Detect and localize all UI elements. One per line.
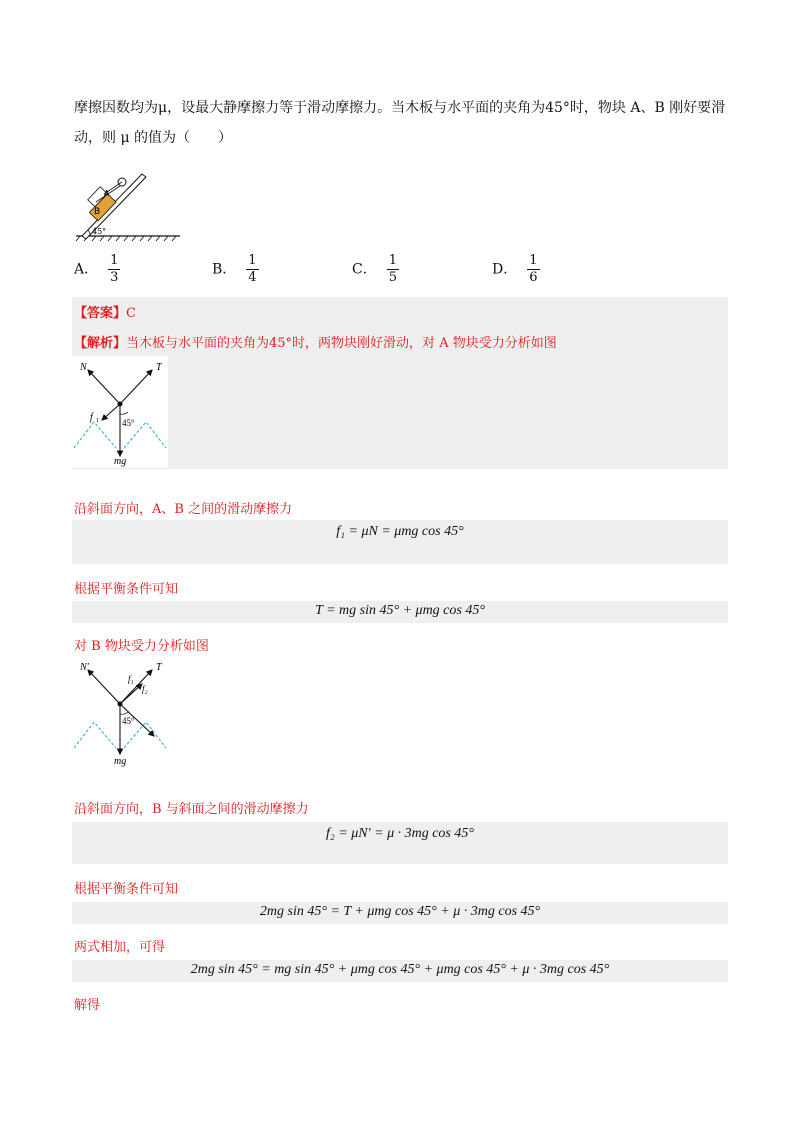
force-n-prime-label: N′ bbox=[80, 662, 89, 673]
step-2: 根据平衡条件可知 bbox=[74, 582, 179, 597]
force-t-label: T bbox=[156, 362, 162, 373]
step-4: 沿斜面方向，B 与斜面之间的滑动摩擦力 bbox=[74, 802, 309, 817]
force-t-label: T bbox=[156, 662, 162, 673]
step-5: 根据平衡条件可知 bbox=[74, 882, 179, 897]
option-d[interactable]: D． $\frac{1}{6}$ bbox=[492, 253, 538, 285]
force-diagram-b bbox=[72, 656, 168, 768]
force-mg-label: mg bbox=[114, 756, 127, 767]
force-diagram-a bbox=[72, 356, 168, 468]
force-f2-label: f₂ bbox=[142, 684, 148, 694]
fraction: $\frac{1}{4}$ bbox=[248, 253, 257, 285]
incline-figure bbox=[72, 168, 188, 242]
equation-1: f₁ = μN = μmg cos 45° bbox=[336, 524, 464, 539]
incline-angle-label: 45° bbox=[92, 227, 107, 236]
question-line-2: 动，则 μ 的值为（ ） bbox=[74, 130, 232, 146]
step-6: 两式相加，可得 bbox=[74, 940, 166, 955]
equation-4: 2mg sin 45° = T + μmg cos 45° + μ · 3mg cos 45° bbox=[259, 904, 541, 919]
option-b[interactable]: B． $\frac{1}{4}$ bbox=[212, 253, 257, 285]
step-1: 沿斜面方向，A、B 之间的滑动摩擦力 bbox=[74, 502, 293, 517]
step-3: 对 B 物块受力分析如图 bbox=[74, 639, 209, 654]
force-f1-label: f bbox=[90, 412, 93, 423]
fraction: $\frac{1}{3}$ bbox=[110, 253, 119, 285]
equation-5: 2mg sin 45° = mg sin 45° + μmg cos 45° + μmg cos 45° + μ · 3mg cos 45° bbox=[190, 962, 610, 977]
force-mg-label: mg bbox=[114, 456, 127, 467]
block-b-label: B bbox=[94, 207, 101, 217]
answer-line: 【答案】C bbox=[74, 306, 136, 321]
angle-label: 45° bbox=[122, 716, 135, 726]
step-7: 解得 bbox=[74, 998, 101, 1013]
analysis-intro: 【解析】当木板与水平面的夹角为45°时，两物块刚好滑动，对 A 物块受力分析如图 bbox=[74, 336, 557, 351]
option-a[interactable]: A． $\frac{1}{3}$ bbox=[74, 253, 119, 285]
equation-3: f₂ = μN′ = μ · 3mg cos 45° bbox=[326, 826, 474, 841]
fraction: $\frac{1}{5}$ bbox=[388, 253, 397, 285]
force-f1-sub: 1 bbox=[96, 418, 99, 424]
option-c[interactable]: C． $\frac{1}{5}$ bbox=[352, 253, 397, 285]
force-f1-label: f₁ bbox=[128, 674, 134, 684]
block-a-label: A bbox=[104, 189, 110, 198]
fraction: $\frac{1}{6}$ bbox=[529, 253, 538, 285]
question-line-1: 摩擦因数均为μ，设最大静摩擦力等于滑动摩擦力。当木板与水平面的夹角为45°时，物块 A、B 刚好要滑 bbox=[74, 100, 726, 116]
force-n-label: N bbox=[80, 362, 87, 373]
analysis-panel bbox=[72, 297, 728, 469]
angle-label: 45° bbox=[122, 418, 135, 428]
equation-2: T = mg sin 45° + μmg cos 45° bbox=[315, 603, 485, 618]
